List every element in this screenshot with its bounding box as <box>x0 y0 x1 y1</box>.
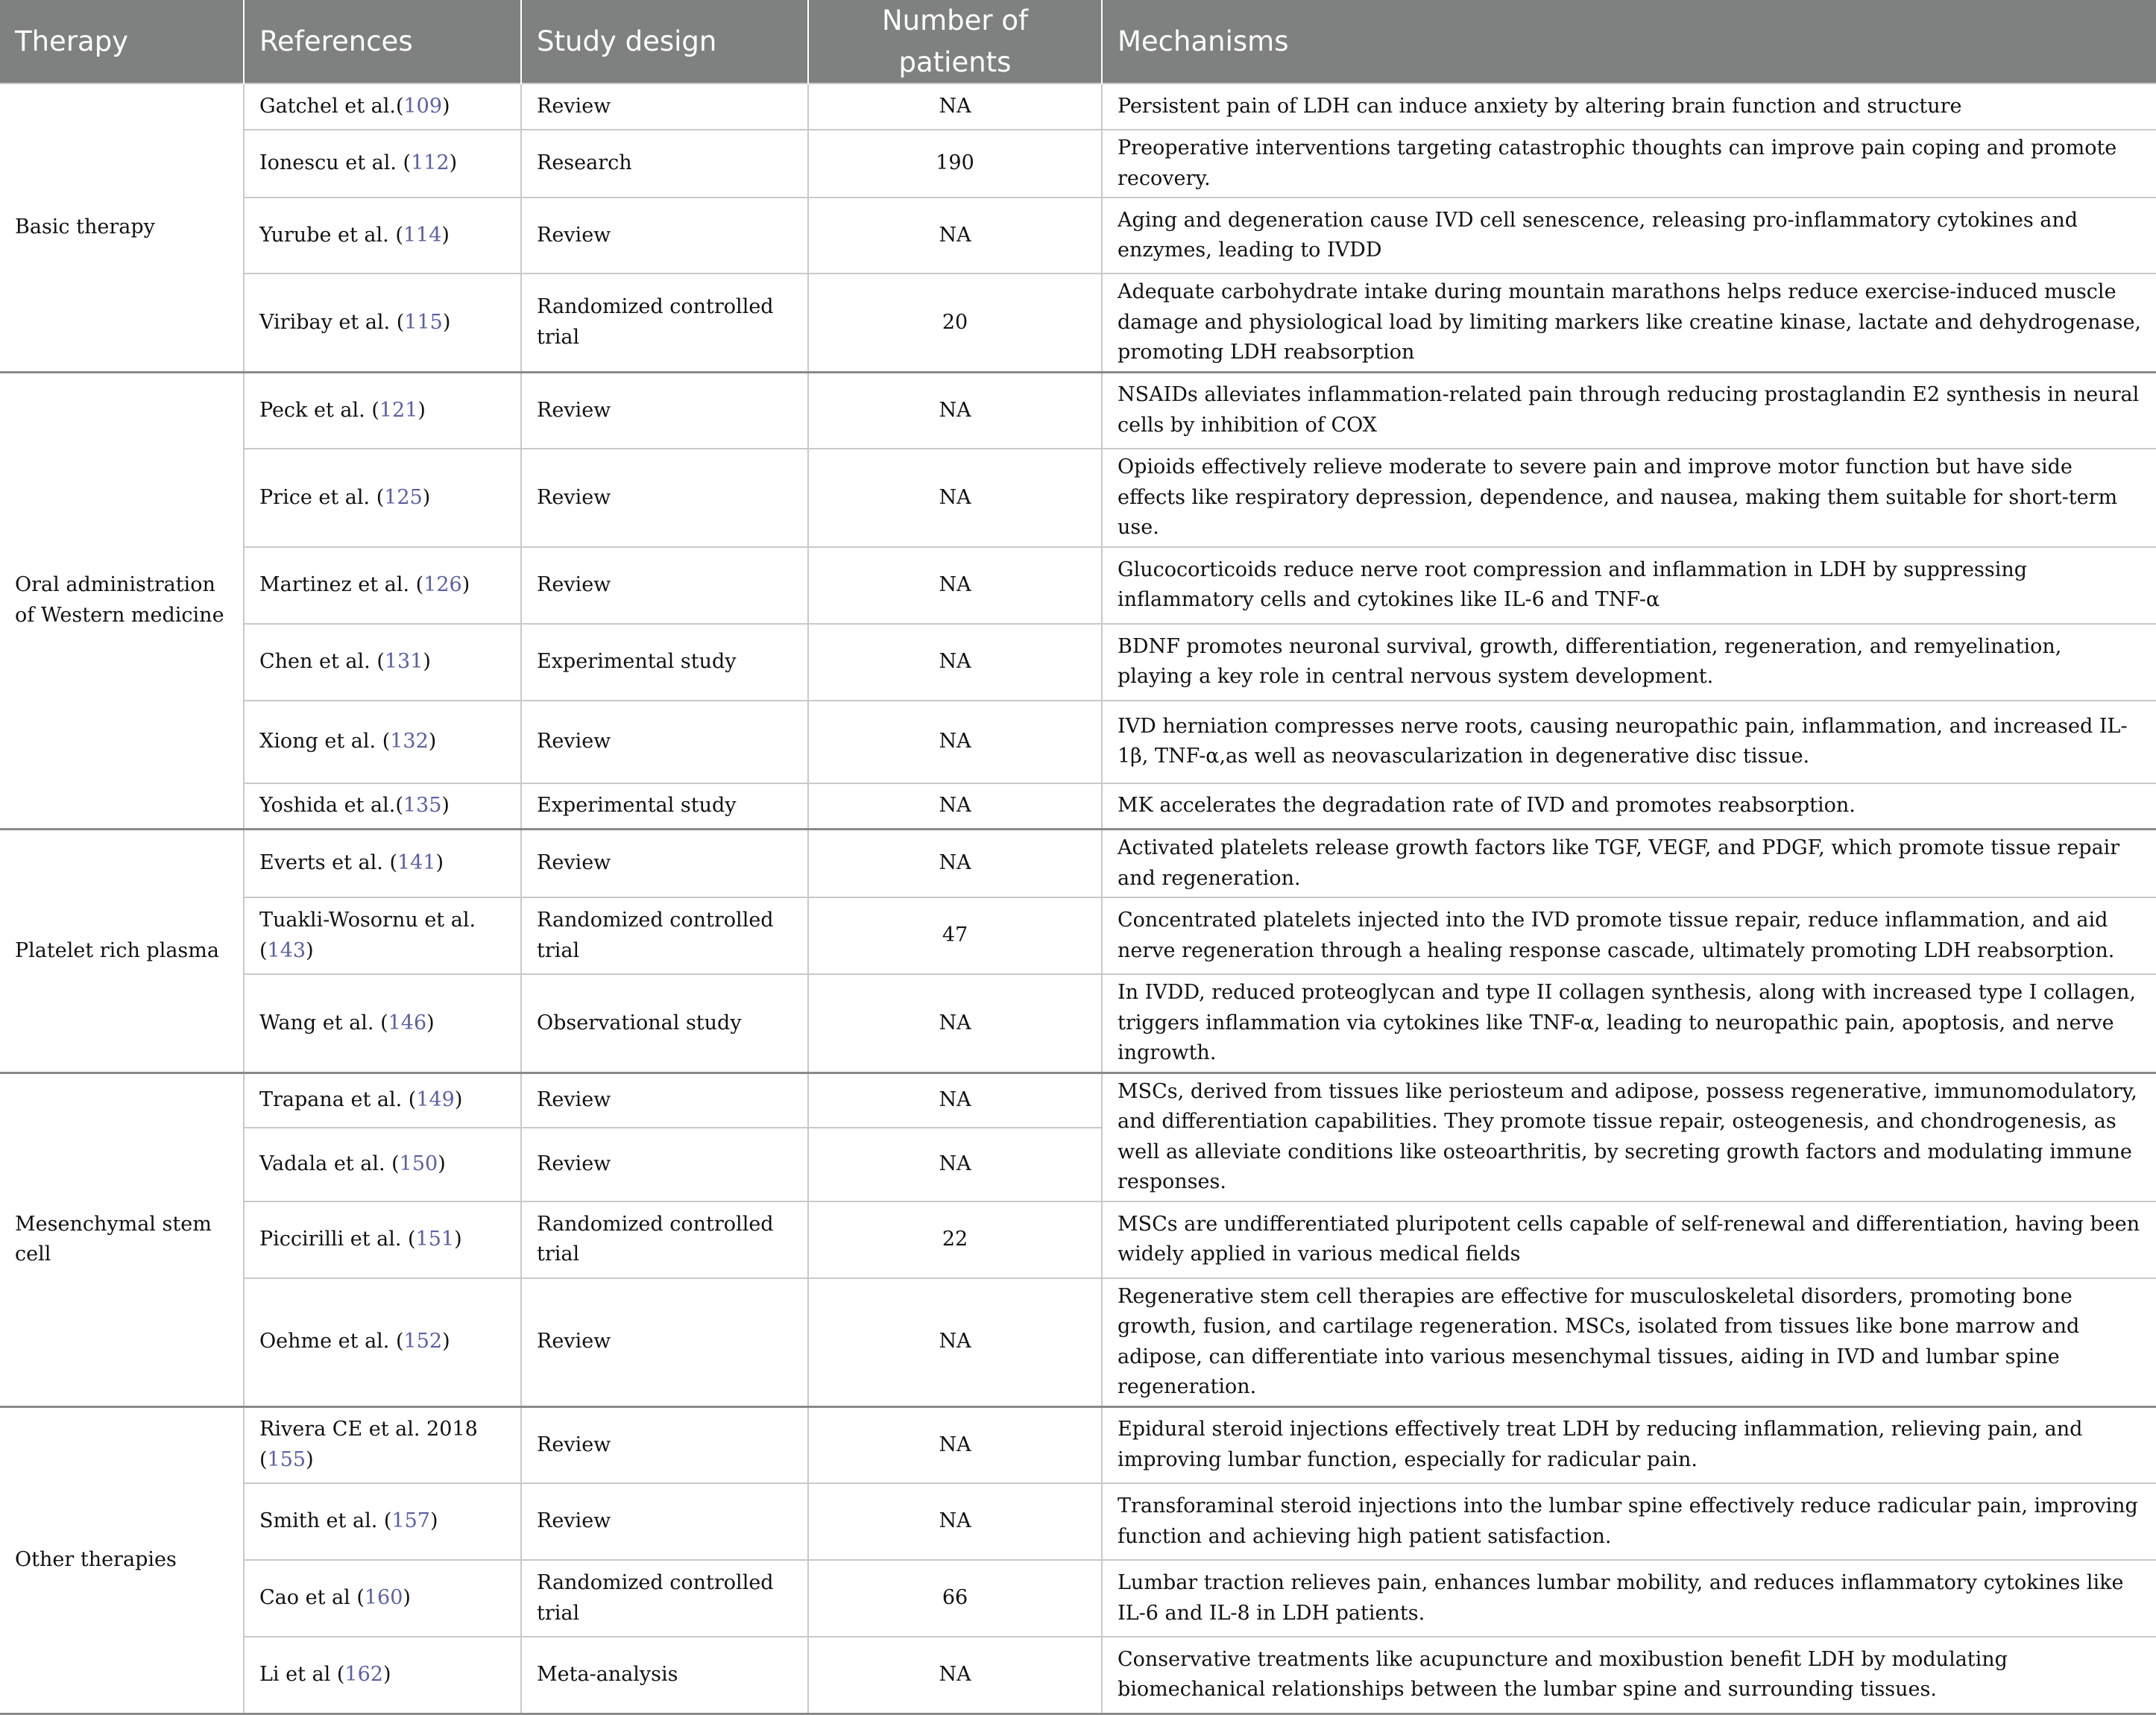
patients-cell: NA <box>808 198 1102 274</box>
study-design-cell: Review <box>521 1406 808 1483</box>
reference-paren-open: ( <box>395 223 403 247</box>
reference-author: Ionescu et al. <box>259 151 403 175</box>
reference-number-link[interactable]: 131 <box>384 649 423 673</box>
reference-cell <box>244 1278 521 1407</box>
mechanism-cell: NSAIDs alleviates inflammation-related pain through reducing prostaglandin E2 synthesis in neural cells by inhibition of COX <box>1102 372 2156 449</box>
patients-cell: NA <box>808 1073 1102 1128</box>
mechanism-cell: MSCs are undifferentiated pluripotent cells capable of self-renewal and differentiation, having been widely applied in various medical fields <box>1102 1201 2156 1278</box>
patients-cell: NA <box>808 547 1102 624</box>
study-design-cell: Review <box>521 701 808 783</box>
reference-paren-close: ) <box>403 1586 411 1610</box>
reference-cell <box>244 974 521 1073</box>
table-row <box>0 1278 2156 1407</box>
patients-cell: 22 <box>808 1201 1102 1278</box>
study-design-cell: Randomized controlled trial <box>521 897 808 974</box>
mechanism-cell: MK accelerates the degradation rate of IVD and promotes reabsorption. <box>1102 783 2156 830</box>
reference-author: Li et al <box>259 1663 337 1686</box>
mechanism-cell: Persistent pain of LDH can induce anxiety by altering brain function and structure <box>1102 83 2156 130</box>
patients-cell: NA <box>808 1128 1102 1201</box>
reference-cell <box>244 198 521 274</box>
table-row <box>0 198 2156 274</box>
table-row <box>0 1483 2156 1560</box>
reference-paren-close: ) <box>454 1087 463 1111</box>
reference-author: Smith et al. <box>259 1509 384 1533</box>
study-design-cell: Review <box>521 1073 808 1128</box>
reference-cell <box>244 1637 521 1714</box>
study-design-cell: Review <box>521 198 808 274</box>
header-references: References <box>244 0 521 83</box>
reference-number-link[interactable]: 141 <box>397 851 436 875</box>
reference-author: Wang et al. <box>259 1011 381 1035</box>
reference-paren-close: ) <box>454 1227 462 1251</box>
reference-number-link[interactable]: 143 <box>267 938 306 962</box>
patients-cell: 20 <box>808 274 1102 372</box>
reference-paren-open: ( <box>395 1330 404 1354</box>
reference-number-link[interactable]: 109 <box>403 94 443 118</box>
study-design-cell: Review <box>521 1483 808 1560</box>
patients-cell: 190 <box>808 130 1102 198</box>
patients-cell: NA <box>808 701 1102 783</box>
table-row <box>0 783 2156 830</box>
reference-number-link[interactable]: 125 <box>384 485 423 509</box>
study-design-cell: Randomized controlled trial <box>521 1560 808 1637</box>
reference-cell <box>244 1128 521 1201</box>
reference-number-link[interactable]: 157 <box>391 1509 430 1533</box>
table-row <box>0 830 2156 898</box>
patients-cell: NA <box>808 783 1102 830</box>
reference-author: Tuakli-Wosornu et al. <box>259 909 476 932</box>
study-design-cell: Randomized controlled trial <box>521 274 808 372</box>
therapy-cell: Mesenchymal stem cell <box>0 1073 244 1406</box>
table-row <box>0 624 2156 701</box>
reference-author: Yurube et al. <box>259 223 396 247</box>
mechanism-cell: BDNF promotes neuronal survival, growth, differentiation, regeneration, and remyelination, playing a key role in central nervous system development. <box>1102 624 2156 701</box>
reference-paren-open: ( <box>376 649 385 673</box>
reference-paren-open: ( <box>356 1586 365 1610</box>
mechanism-cell: Glucocorticoids reduce nerve root compression and inflammation in LDH by suppressing inflammatory cells and cytokines like IL-6 and TNF-α <box>1102 547 2156 624</box>
study-design-cell: Review <box>521 1278 808 1407</box>
reference-paren-close: ) <box>306 938 314 962</box>
reference-number-link[interactable]: 114 <box>403 223 442 247</box>
reference-number-link[interactable]: 115 <box>404 310 443 334</box>
reference-cell <box>244 83 521 130</box>
patients-cell: NA <box>808 1406 1102 1483</box>
reference-number-link[interactable]: 162 <box>344 1663 383 1686</box>
reference-paren-close: ) <box>306 1447 314 1471</box>
reference-author: Trapana et al. <box>259 1087 409 1111</box>
reference-author: Everts et al. <box>259 851 390 875</box>
table-row <box>0 130 2156 198</box>
table-row <box>0 1406 2156 1483</box>
mechanism-cell: MSCs, derived from tissues like periosteum and adipose, possess regenerative, immunomodulatory, and differentiation capabilities. They promote tissue repair, osteogenesis, and chondrogenesis, as well as alleviate conditions like osteoarthritis, by secreting growth factors and modulating immune responses. <box>1102 1073 2156 1201</box>
reference-cell <box>244 783 521 830</box>
header-number-of-patients: Number of patients <box>808 0 1102 83</box>
reference-number-link[interactable]: 126 <box>423 572 462 596</box>
therapy-cell: Other therapies <box>0 1406 244 1714</box>
reference-author: Price et al. <box>259 485 376 509</box>
study-design-cell: Observational study <box>521 974 808 1073</box>
table-row <box>0 1073 2156 1128</box>
reference-paren-close: ) <box>442 310 451 334</box>
reference-number-link[interactable]: 132 <box>390 729 429 753</box>
reference-number-link[interactable]: 150 <box>399 1152 438 1175</box>
reference-paren-close: ) <box>442 94 450 118</box>
reference-cell <box>244 1201 521 1278</box>
mechanism-cell: IVD herniation compresses nerve roots, causing neuropathic pain, inflammation, and increased IL-1β, TNF-α,as well as neovascularization in degenerative disc tissue. <box>1102 701 2156 783</box>
table-row <box>0 1637 2156 1714</box>
reference-cell <box>244 547 521 624</box>
reference-paren-close: ) <box>441 223 450 247</box>
reference-paren-close: ) <box>428 729 437 753</box>
reference-cell <box>244 1406 521 1483</box>
reference-paren-open: ( <box>259 938 268 962</box>
reference-paren-open: ( <box>259 1447 268 1471</box>
reference-paren-close: ) <box>382 1663 391 1686</box>
table-row <box>0 274 2156 372</box>
reference-cell <box>244 1073 521 1128</box>
reference-author: Gatchel et al. <box>259 94 396 118</box>
reference-cell <box>244 372 521 449</box>
reference-number-link[interactable]: 146 <box>388 1011 427 1035</box>
study-design-cell: Experimental study <box>521 783 808 830</box>
reference-author: Rivera CE et al. 2018 <box>259 1418 478 1441</box>
reference-paren-open: ( <box>403 151 412 175</box>
reference-cell <box>244 897 521 974</box>
table-row <box>0 1560 2156 1637</box>
table-row <box>0 974 2156 1073</box>
reference-paren-open: ( <box>408 1087 417 1111</box>
reference-paren-open: ( <box>380 1011 388 1035</box>
reference-paren-close: ) <box>438 1152 446 1175</box>
reference-cell <box>244 274 521 372</box>
reference-author: Chen et al. <box>259 649 377 673</box>
mechanism-cell: Transforaminal steroid injections into the lumbar spine effectively reduce radicular pain, improving function and achieving high patient satisfaction. <box>1102 1483 2156 1560</box>
mechanism-cell: In IVDD, reduced proteoglycan and type II collagen synthesis, along with increased type I collagen, triggers inflammation via cytokines like TNF-α, leading to neuropathic pain, apoptosis, and nerve ingrowth. <box>1102 974 2156 1073</box>
mechanism-cell: Conservative treatments like acupuncture and moxibustion benefit LDH by modulating biomechanical relationships between the lumbar spine and surrounding tissues. <box>1102 1637 2156 1714</box>
reference-paren-open: ( <box>395 94 404 118</box>
reference-paren-open: ( <box>371 398 379 422</box>
reference-number-link[interactable]: 149 <box>416 1087 455 1111</box>
reference-cell <box>244 1483 521 1560</box>
table-body <box>0 83 2156 1714</box>
reference-number-link[interactable]: 121 <box>379 398 418 422</box>
reference-paren-open: ( <box>408 1227 416 1251</box>
reference-paren-close: ) <box>417 398 426 422</box>
table-row <box>0 449 2156 547</box>
patients-cell: NA <box>808 1483 1102 1560</box>
header-therapy: Therapy <box>0 0 244 83</box>
mechanism-cell: Regenerative stem cell therapies are effective for musculoskeletal disorders, promoting bone growth, fusion, and cartilage regeneration. MSCs, isolated from tissues like bone marrow and adipose, can differentiate into various mesenchymal tissues, aiding in IVD and lumbar spine regeneration. <box>1102 1278 2156 1407</box>
study-design-cell: Review <box>521 1128 808 1201</box>
reference-paren-open: ( <box>395 794 403 817</box>
study-design-cell: Review <box>521 372 808 449</box>
reference-number-link[interactable]: 112 <box>411 151 450 175</box>
reference-author: Xiong et al. <box>259 729 382 753</box>
therapy-cell: Oral administration of Western medicine <box>0 372 244 830</box>
reference-number-link[interactable]: 152 <box>403 1330 443 1354</box>
patients-cell: NA <box>808 449 1102 547</box>
patients-cell: NA <box>808 1278 1102 1407</box>
mechanism-cell: Opioids effectively relieve moderate to severe pain and improve motor function but have side effects like respiratory depression, dependence, and nausea, making them suitable for short-term use. <box>1102 449 2156 547</box>
therapy-cell: Basic therapy <box>0 83 244 372</box>
reference-paren-open: ( <box>389 851 397 875</box>
reference-author: Yoshida et al. <box>259 794 396 817</box>
header-row <box>0 0 2156 83</box>
reference-paren-open: ( <box>383 1509 392 1533</box>
reference-cell <box>244 624 521 701</box>
mechanism-cell: Lumbar traction relieves pain, enhances lumbar mobility, and reduces inflammatory cytokines like IL-6 and IL-8 in LDH patients. <box>1102 1560 2156 1637</box>
mechanism-cell: Aging and degeneration cause IVD cell senescence, releasing pro-inflammatory cytokines and enzymes, leading to IVDD <box>1102 198 2156 274</box>
patients-cell: NA <box>808 624 1102 701</box>
reference-author: Oehme et al. <box>259 1330 396 1354</box>
study-design-cell: Meta-analysis <box>521 1637 808 1714</box>
reference-cell <box>244 830 521 898</box>
reference-paren-open: ( <box>391 1152 400 1175</box>
reference-paren-close: ) <box>423 649 431 673</box>
study-design-cell: Review <box>521 449 808 547</box>
reference-number-link[interactable]: 151 <box>415 1227 455 1251</box>
patients-cell: 66 <box>808 1560 1102 1637</box>
patients-cell: 47 <box>808 897 1102 974</box>
reference-paren-open: ( <box>415 572 424 596</box>
reference-paren-close: ) <box>442 1330 450 1354</box>
patients-cell: NA <box>808 830 1102 898</box>
reference-number-link[interactable]: 155 <box>267 1447 306 1471</box>
reference-cell <box>244 449 521 547</box>
reference-cell <box>244 130 521 198</box>
table-row <box>0 547 2156 624</box>
reference-number-link[interactable]: 160 <box>364 1586 403 1610</box>
reference-paren-open: ( <box>336 1663 345 1686</box>
reference-author: Viribay et al. <box>259 310 397 334</box>
study-design-cell: Review <box>521 547 808 624</box>
reference-author: Martinez et al. <box>259 572 416 596</box>
reference-paren-open: ( <box>382 729 391 753</box>
reference-paren-open: ( <box>396 310 405 334</box>
study-design-cell: Review <box>521 830 808 898</box>
reference-author: Piccirilli et al. <box>259 1227 409 1251</box>
table-row <box>0 372 2156 449</box>
patients-cell: NA <box>808 974 1102 1073</box>
reference-author: Vadala et al. <box>259 1152 392 1175</box>
patients-cell: NA <box>808 372 1102 449</box>
reference-number-link[interactable]: 135 <box>403 794 442 817</box>
reference-cell <box>244 701 521 783</box>
study-design-cell: Review <box>521 83 808 130</box>
study-design-cell: Randomized controlled trial <box>521 1201 808 1278</box>
reference-author: Cao et al <box>259 1586 357 1610</box>
study-design-cell: Research <box>521 130 808 198</box>
mechanism-cell: Concentrated platelets injected into the IVD promote tissue repair, reduce inflammation, and aid nerve regeneration through a healing response cascade, ultimately promoting LDH reabsorption. <box>1102 897 2156 974</box>
patients-cell: NA <box>808 83 1102 130</box>
reference-paren-close: ) <box>461 572 470 596</box>
study-design-cell: Experimental study <box>521 624 808 701</box>
mechanism-cell: Preoperative interventions targeting catastrophic thoughts can improve pain coping and promote recovery. <box>1102 130 2156 198</box>
reference-paren-close: ) <box>435 851 444 875</box>
table-row <box>0 83 2156 130</box>
reference-paren-close: ) <box>441 794 450 817</box>
table-row <box>0 897 2156 974</box>
table-row <box>0 1201 2156 1278</box>
reference-author: Peck et al. <box>259 398 372 422</box>
mechanism-cell: Adequate carbohydrate intake during mountain marathons helps reduce exercise-induced muscle damage and physiological load by limiting markers like creatine kinase, lactate and dehydrogenase, promoting LDH reabsorption <box>1102 274 2156 372</box>
reference-paren-close: ) <box>429 1509 438 1533</box>
therapy-cell: Platelet rich plasma <box>0 830 244 1073</box>
reference-paren-close: ) <box>426 1011 435 1035</box>
reference-paren-close: ) <box>449 151 458 175</box>
header-mechanisms: Mechanisms <box>1102 0 2156 83</box>
patients-cell: NA <box>808 1637 1102 1714</box>
table-row <box>0 701 2156 783</box>
header-study-design: Study design <box>521 0 808 83</box>
reference-paren-close: ) <box>422 485 431 509</box>
mechanism-cell: Epidural steroid injections effectively treat LDH by reducing inflammation, relieving pain, and improving lumbar function, especially for radicular pain. <box>1102 1406 2156 1483</box>
reference-paren-open: ( <box>376 485 385 509</box>
mechanism-cell: Activated platelets release growth factors like TGF, VEGF, and PDGF, which promote tissue repair and regeneration. <box>1102 830 2156 898</box>
reference-cell <box>244 1560 521 1637</box>
